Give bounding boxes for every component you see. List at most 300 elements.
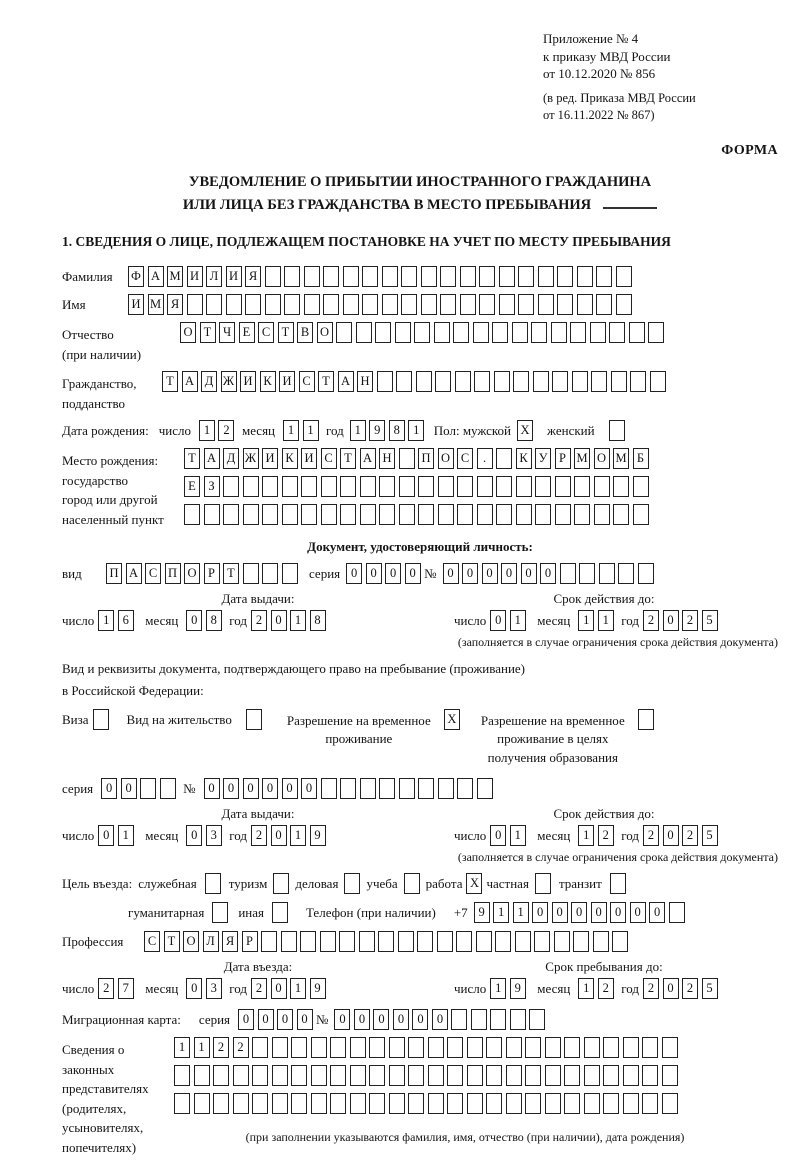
char-cell[interactable] — [350, 1093, 366, 1114]
char-cell[interactable]: 0 — [373, 1009, 389, 1030]
char-cell[interactable]: Ж — [221, 371, 237, 392]
char-cell[interactable] — [642, 1093, 658, 1114]
char-cell[interactable]: 7 — [118, 978, 134, 999]
char-cell[interactable] — [474, 371, 490, 392]
char-cell[interactable]: 9 — [510, 978, 526, 999]
char-cell[interactable]: 0 — [366, 563, 382, 584]
char-cell[interactable] — [262, 476, 278, 497]
char-cell[interactable]: 0 — [412, 1009, 428, 1030]
char-cell[interactable] — [596, 294, 612, 315]
char-cell[interactable] — [243, 563, 259, 584]
char-cell[interactable]: В — [297, 322, 313, 343]
char-cell[interactable] — [418, 778, 434, 799]
char-cell[interactable] — [243, 476, 259, 497]
char-cell[interactable] — [518, 266, 534, 287]
char-cell[interactable]: 0 — [297, 1009, 313, 1030]
char-cell[interactable]: 0 — [271, 610, 287, 631]
char-cell[interactable]: А — [148, 266, 164, 287]
char-cell[interactable] — [340, 476, 356, 497]
char-cell[interactable]: Ж — [243, 448, 259, 469]
char-cell[interactable] — [408, 1093, 424, 1114]
char-cell[interactable]: 2 — [598, 978, 614, 999]
char-cell[interactable] — [194, 1093, 210, 1114]
char-cell[interactable]: 0 — [501, 563, 517, 584]
char-cell[interactable]: 0 — [282, 778, 298, 799]
char-cell[interactable]: Ч — [219, 322, 235, 343]
char-cell[interactable]: С — [457, 448, 473, 469]
char-cell[interactable]: 0 — [443, 563, 459, 584]
char-cell[interactable] — [584, 1093, 600, 1114]
char-cell[interactable] — [421, 294, 437, 315]
char-cell[interactable] — [369, 1037, 385, 1058]
char-cell[interactable]: 0 — [354, 1009, 370, 1030]
char-cell[interactable] — [533, 371, 549, 392]
char-cell[interactable] — [584, 1037, 600, 1058]
char-cell[interactable] — [262, 563, 278, 584]
char-cell[interactable]: О — [184, 563, 200, 584]
char-cell[interactable] — [265, 266, 281, 287]
sex-male-checkbox[interactable]: X — [517, 420, 533, 441]
char-cell[interactable] — [362, 294, 378, 315]
char-cell[interactable] — [379, 504, 395, 525]
char-cell[interactable]: 0 — [482, 563, 498, 584]
char-cell[interactable] — [633, 476, 649, 497]
char-cell[interactable] — [428, 1037, 444, 1058]
char-cell[interactable] — [160, 778, 176, 799]
char-cell[interactable] — [187, 294, 203, 315]
char-cell[interactable] — [284, 294, 300, 315]
char-cell[interactable] — [494, 371, 510, 392]
char-cell[interactable] — [457, 476, 473, 497]
char-cell[interactable]: Р — [204, 563, 220, 584]
char-cell[interactable] — [564, 1093, 580, 1114]
char-cell[interactable] — [648, 322, 664, 343]
char-cell[interactable] — [473, 322, 489, 343]
char-cell[interactable] — [486, 1065, 502, 1086]
char-cell[interactable]: 2 — [643, 610, 659, 631]
char-cell[interactable]: К — [282, 448, 298, 469]
purpose-private-checkbox[interactable] — [535, 873, 551, 894]
char-cell[interactable]: 0 — [663, 978, 679, 999]
char-cell[interactable] — [477, 778, 493, 799]
char-cell[interactable] — [330, 1093, 346, 1114]
char-cell[interactable]: 0 — [186, 610, 202, 631]
char-cell[interactable] — [360, 504, 376, 525]
char-cell[interactable] — [379, 476, 395, 497]
char-cell[interactable] — [369, 1065, 385, 1086]
char-cell[interactable]: 6 — [118, 610, 134, 631]
char-cell[interactable]: Т — [278, 322, 294, 343]
char-cell[interactable] — [440, 294, 456, 315]
char-cell[interactable]: И — [279, 371, 295, 392]
char-cell[interactable] — [389, 1065, 405, 1086]
char-cell[interactable] — [486, 1037, 502, 1058]
char-cell[interactable]: 2 — [643, 978, 659, 999]
char-cell[interactable]: 2 — [682, 978, 698, 999]
char-cell[interactable]: Ф — [128, 266, 144, 287]
char-cell[interactable] — [499, 266, 515, 287]
char-cell[interactable] — [603, 1037, 619, 1058]
char-cell[interactable]: 0 — [393, 1009, 409, 1030]
char-cell[interactable]: 0 — [552, 902, 568, 923]
char-cell[interactable] — [538, 266, 554, 287]
char-cell[interactable] — [389, 1093, 405, 1114]
char-cell[interactable]: 1 — [174, 1037, 190, 1058]
char-cell[interactable] — [252, 1093, 268, 1114]
char-cell[interactable] — [435, 371, 451, 392]
char-cell[interactable]: П — [418, 448, 434, 469]
char-cell[interactable] — [262, 504, 278, 525]
char-cell[interactable] — [593, 931, 609, 952]
char-cell[interactable] — [428, 1065, 444, 1086]
char-cell[interactable]: 9 — [310, 978, 326, 999]
char-cell[interactable]: 1 — [408, 420, 424, 441]
char-cell[interactable]: 0 — [223, 778, 239, 799]
char-cell[interactable] — [612, 931, 628, 952]
char-cell[interactable] — [311, 1065, 327, 1086]
char-cell[interactable]: 0 — [490, 610, 506, 631]
char-cell[interactable] — [389, 1037, 405, 1058]
purpose-business-checkbox[interactable] — [344, 873, 360, 894]
char-cell[interactable] — [291, 1037, 307, 1058]
purpose-work-checkbox[interactable]: X — [466, 873, 482, 894]
char-cell[interactable] — [555, 476, 571, 497]
char-cell[interactable] — [330, 1065, 346, 1086]
char-cell[interactable] — [596, 266, 612, 287]
char-cell[interactable]: Т — [184, 448, 200, 469]
char-cell[interactable] — [447, 1037, 463, 1058]
char-cell[interactable] — [282, 476, 298, 497]
purpose-transit-checkbox[interactable] — [610, 873, 626, 894]
char-cell[interactable]: 8 — [206, 610, 222, 631]
char-cell[interactable]: Я — [222, 931, 238, 952]
char-cell[interactable]: 0 — [271, 978, 287, 999]
char-cell[interactable]: 0 — [277, 1009, 293, 1030]
char-cell[interactable]: 5 — [702, 978, 718, 999]
char-cell[interactable]: 0 — [630, 902, 646, 923]
char-cell[interactable] — [399, 504, 415, 525]
char-cell[interactable]: Р — [242, 931, 258, 952]
char-cell[interactable] — [623, 1093, 639, 1114]
char-cell[interactable] — [518, 294, 534, 315]
char-cell[interactable]: 1 — [283, 420, 299, 441]
char-cell[interactable] — [552, 371, 568, 392]
char-cell[interactable]: Л — [203, 931, 219, 952]
char-cell[interactable]: 1 — [350, 420, 366, 441]
char-cell[interactable] — [573, 931, 589, 952]
char-cell[interactable] — [516, 504, 532, 525]
char-cell[interactable]: К — [516, 448, 532, 469]
char-cell[interactable] — [557, 294, 573, 315]
char-cell[interactable]: 9 — [310, 825, 326, 846]
temp-residence-checkbox[interactable]: X — [444, 709, 460, 730]
char-cell[interactable]: К — [260, 371, 276, 392]
char-cell[interactable]: 0 — [385, 563, 401, 584]
char-cell[interactable]: З — [204, 476, 220, 497]
char-cell[interactable]: . — [477, 448, 493, 469]
char-cell[interactable] — [336, 322, 352, 343]
char-cell[interactable] — [379, 778, 395, 799]
char-cell[interactable]: 0 — [490, 825, 506, 846]
char-cell[interactable]: 2 — [682, 825, 698, 846]
char-cell[interactable]: М — [613, 448, 629, 469]
char-cell[interactable] — [272, 1037, 288, 1058]
char-cell[interactable]: И — [187, 266, 203, 287]
char-cell[interactable]: Б — [633, 448, 649, 469]
char-cell[interactable]: 1 — [510, 825, 526, 846]
char-cell[interactable] — [311, 1037, 327, 1058]
char-cell[interactable] — [398, 931, 414, 952]
char-cell[interactable] — [662, 1065, 678, 1086]
char-cell[interactable]: 0 — [663, 825, 679, 846]
char-cell[interactable] — [551, 322, 567, 343]
char-cell[interactable] — [359, 931, 375, 952]
char-cell[interactable] — [545, 1037, 561, 1058]
char-cell[interactable] — [399, 476, 415, 497]
char-cell[interactable]: Т — [318, 371, 334, 392]
char-cell[interactable] — [408, 1037, 424, 1058]
char-cell[interactable] — [340, 778, 356, 799]
char-cell[interactable]: А — [360, 448, 376, 469]
char-cell[interactable] — [609, 322, 625, 343]
char-cell[interactable] — [438, 504, 454, 525]
char-cell[interactable]: М — [574, 448, 590, 469]
char-cell[interactable]: 3 — [206, 978, 222, 999]
char-cell[interactable] — [261, 931, 277, 952]
char-cell[interactable]: 0 — [271, 825, 287, 846]
char-cell[interactable] — [300, 931, 316, 952]
char-cell[interactable] — [213, 1093, 229, 1114]
char-cell[interactable] — [467, 1093, 483, 1114]
char-cell[interactable] — [447, 1093, 463, 1114]
char-cell[interactable] — [594, 504, 610, 525]
char-cell[interactable]: Т — [164, 931, 180, 952]
char-cell[interactable] — [350, 1065, 366, 1086]
char-cell[interactable]: 1 — [290, 978, 306, 999]
char-cell[interactable]: Д — [223, 448, 239, 469]
char-cell[interactable]: 0 — [532, 902, 548, 923]
char-cell[interactable] — [272, 1093, 288, 1114]
char-cell[interactable] — [525, 1037, 541, 1058]
char-cell[interactable]: С — [299, 371, 315, 392]
char-cell[interactable]: 0 — [405, 563, 421, 584]
char-cell[interactable]: 2 — [251, 825, 267, 846]
char-cell[interactable]: С — [321, 448, 337, 469]
char-cell[interactable] — [401, 294, 417, 315]
char-cell[interactable] — [499, 294, 515, 315]
char-cell[interactable]: Д — [201, 371, 217, 392]
char-cell[interactable] — [642, 1065, 658, 1086]
char-cell[interactable]: 1 — [578, 825, 594, 846]
char-cell[interactable] — [272, 1065, 288, 1086]
char-cell[interactable]: 9 — [474, 902, 490, 923]
char-cell[interactable] — [570, 322, 586, 343]
char-cell[interactable] — [476, 931, 492, 952]
char-cell[interactable]: 3 — [206, 825, 222, 846]
char-cell[interactable] — [516, 476, 532, 497]
char-cell[interactable] — [140, 778, 156, 799]
char-cell[interactable] — [414, 322, 430, 343]
char-cell[interactable]: 2 — [682, 610, 698, 631]
purpose-official-checkbox[interactable] — [205, 873, 221, 894]
char-cell[interactable] — [304, 266, 320, 287]
char-cell[interactable] — [535, 504, 551, 525]
char-cell[interactable] — [513, 371, 529, 392]
char-cell[interactable] — [323, 294, 339, 315]
residence-permit-checkbox[interactable] — [246, 709, 262, 730]
char-cell[interactable] — [650, 371, 666, 392]
char-cell[interactable] — [579, 563, 595, 584]
char-cell[interactable]: 0 — [462, 563, 478, 584]
char-cell[interactable]: П — [106, 563, 122, 584]
char-cell[interactable]: А — [204, 448, 220, 469]
char-cell[interactable]: 5 — [702, 825, 718, 846]
char-cell[interactable]: 0 — [432, 1009, 448, 1030]
char-cell[interactable]: 1 — [578, 610, 594, 631]
char-cell[interactable] — [618, 563, 634, 584]
purpose-humanitarian-checkbox[interactable] — [212, 902, 228, 923]
char-cell[interactable] — [399, 778, 415, 799]
temp-residence-education-checkbox[interactable] — [638, 709, 654, 730]
char-cell[interactable] — [669, 902, 685, 923]
char-cell[interactable]: 0 — [243, 778, 259, 799]
visa-checkbox[interactable] — [93, 709, 109, 730]
char-cell[interactable]: 0 — [186, 978, 202, 999]
char-cell[interactable] — [642, 1037, 658, 1058]
char-cell[interactable] — [613, 504, 629, 525]
char-cell[interactable] — [515, 931, 531, 952]
char-cell[interactable] — [564, 1065, 580, 1086]
char-cell[interactable]: 1 — [118, 825, 134, 846]
char-cell[interactable]: 2 — [218, 420, 234, 441]
char-cell[interactable] — [321, 504, 337, 525]
char-cell[interactable] — [360, 778, 376, 799]
char-cell[interactable]: 0 — [204, 778, 220, 799]
char-cell[interactable] — [590, 322, 606, 343]
char-cell[interactable] — [531, 322, 547, 343]
char-cell[interactable]: 0 — [540, 563, 556, 584]
char-cell[interactable] — [477, 476, 493, 497]
char-cell[interactable] — [477, 504, 493, 525]
char-cell[interactable]: С — [145, 563, 161, 584]
char-cell[interactable] — [340, 504, 356, 525]
char-cell[interactable]: О — [183, 931, 199, 952]
char-cell[interactable]: 5 — [702, 610, 718, 631]
char-cell[interactable] — [534, 931, 550, 952]
char-cell[interactable] — [506, 1037, 522, 1058]
char-cell[interactable] — [223, 504, 239, 525]
char-cell[interactable] — [479, 294, 495, 315]
char-cell[interactable] — [613, 476, 629, 497]
char-cell[interactable]: Т — [340, 448, 356, 469]
char-cell[interactable] — [382, 294, 398, 315]
char-cell[interactable] — [399, 448, 415, 469]
char-cell[interactable] — [301, 476, 317, 497]
char-cell[interactable]: 0 — [571, 902, 587, 923]
char-cell[interactable] — [213, 1065, 229, 1086]
char-cell[interactable] — [321, 476, 337, 497]
char-cell[interactable] — [395, 322, 411, 343]
char-cell[interactable] — [252, 1065, 268, 1086]
char-cell[interactable]: 2 — [213, 1037, 229, 1058]
char-cell[interactable] — [184, 504, 200, 525]
char-cell[interactable]: 1 — [493, 902, 509, 923]
char-cell[interactable] — [638, 563, 654, 584]
char-cell[interactable] — [467, 1065, 483, 1086]
char-cell[interactable]: И — [301, 448, 317, 469]
char-cell[interactable] — [496, 448, 512, 469]
char-cell[interactable] — [560, 563, 576, 584]
char-cell[interactable] — [510, 1009, 526, 1030]
char-cell[interactable] — [204, 504, 220, 525]
char-cell[interactable]: А — [338, 371, 354, 392]
char-cell[interactable] — [408, 1065, 424, 1086]
char-cell[interactable] — [233, 1093, 249, 1114]
char-cell[interactable] — [282, 504, 298, 525]
char-cell[interactable] — [281, 931, 297, 952]
char-cell[interactable] — [245, 294, 261, 315]
char-cell[interactable] — [321, 778, 337, 799]
char-cell[interactable] — [471, 1009, 487, 1030]
char-cell[interactable]: 2 — [233, 1037, 249, 1058]
char-cell[interactable]: Т — [162, 371, 178, 392]
char-cell[interactable] — [243, 504, 259, 525]
char-cell[interactable]: 1 — [578, 978, 594, 999]
char-cell[interactable] — [457, 504, 473, 525]
char-cell[interactable] — [584, 1065, 600, 1086]
char-cell[interactable]: И — [128, 294, 144, 315]
char-cell[interactable] — [418, 476, 434, 497]
char-cell[interactable]: 2 — [598, 825, 614, 846]
char-cell[interactable] — [574, 504, 590, 525]
char-cell[interactable] — [311, 1093, 327, 1114]
char-cell[interactable] — [591, 371, 607, 392]
char-cell[interactable]: А — [182, 371, 198, 392]
char-cell[interactable]: 1 — [199, 420, 215, 441]
char-cell[interactable] — [457, 778, 473, 799]
char-cell[interactable]: 0 — [238, 1009, 254, 1030]
purpose-other-checkbox[interactable] — [272, 902, 288, 923]
char-cell[interactable] — [284, 266, 300, 287]
char-cell[interactable] — [630, 371, 646, 392]
char-cell[interactable] — [401, 266, 417, 287]
char-cell[interactable] — [377, 371, 393, 392]
char-cell[interactable]: 2 — [98, 978, 114, 999]
char-cell[interactable]: У — [535, 448, 551, 469]
char-cell[interactable] — [369, 1093, 385, 1114]
char-cell[interactable] — [577, 266, 593, 287]
char-cell[interactable]: 8 — [310, 610, 326, 631]
char-cell[interactable]: 2 — [643, 825, 659, 846]
char-cell[interactable]: С — [144, 931, 160, 952]
char-cell[interactable]: 1 — [510, 610, 526, 631]
char-cell[interactable] — [603, 1065, 619, 1086]
char-cell[interactable] — [438, 778, 454, 799]
char-cell[interactable] — [428, 1093, 444, 1114]
char-cell[interactable]: 0 — [262, 778, 278, 799]
char-cell[interactable]: М — [148, 294, 164, 315]
char-cell[interactable]: О — [317, 322, 333, 343]
char-cell[interactable] — [623, 1065, 639, 1086]
char-cell[interactable] — [330, 1037, 346, 1058]
char-cell[interactable]: И — [240, 371, 256, 392]
char-cell[interactable] — [223, 476, 239, 497]
char-cell[interactable] — [496, 504, 512, 525]
char-cell[interactable] — [304, 294, 320, 315]
char-cell[interactable]: Т — [223, 563, 239, 584]
char-cell[interactable] — [226, 294, 242, 315]
char-cell[interactable] — [301, 504, 317, 525]
